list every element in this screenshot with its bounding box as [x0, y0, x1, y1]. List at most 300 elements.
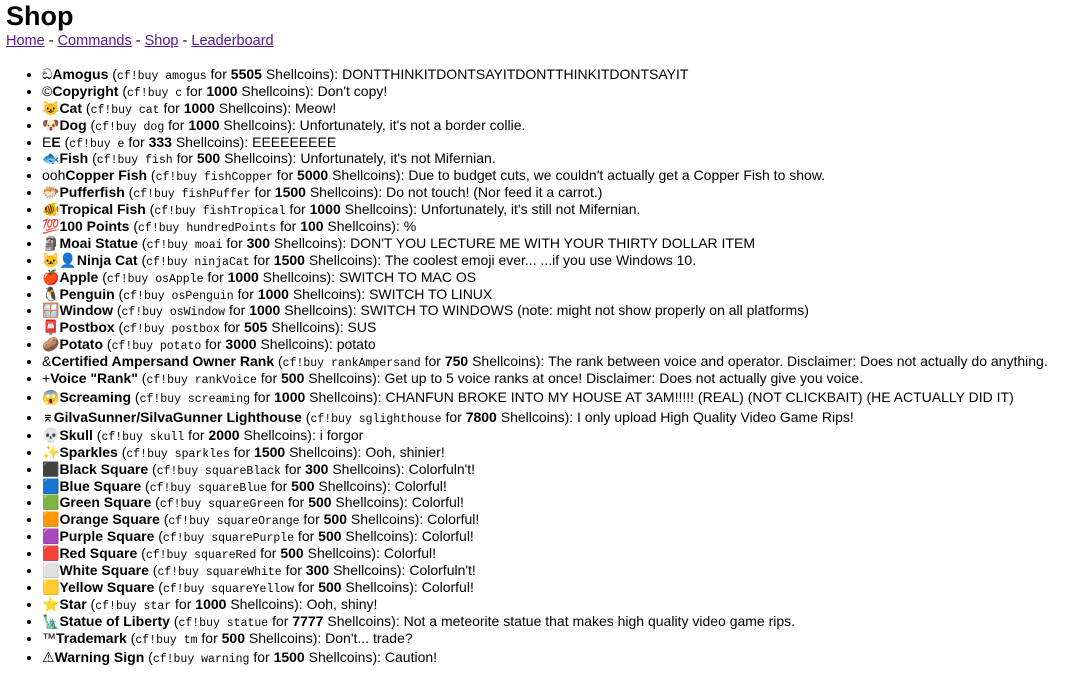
item-price: 100: [300, 218, 324, 235]
item-emoji-icon: ඞ: [42, 66, 53, 82]
item-command: cf!buy fishCopper: [155, 171, 273, 185]
item-emoji-icon: 🟥: [42, 545, 60, 562]
item-emoji-icon: 🐠: [42, 201, 60, 218]
command-open-text: (: [103, 336, 112, 353]
item-price: 500: [221, 629, 245, 646]
command-open-text: (: [117, 443, 127, 460]
for-text: for: [222, 234, 247, 251]
shop-item: [42, 134, 1076, 151]
shop-item: [42, 511, 1076, 528]
item-emoji-icon: 🥔: [42, 336, 60, 353]
item-price: 300: [246, 234, 270, 251]
currency-text: Shellcoins):: [496, 408, 578, 425]
command-open-text: (: [154, 578, 163, 595]
item-name: Certified Ampersand Owner Rank: [51, 353, 275, 370]
item-name: Dog: [59, 116, 87, 133]
currency-text: Shellcoins):: [226, 595, 307, 612]
command-open-text: (: [147, 167, 156, 184]
item-command: cf!buy tm: [135, 633, 198, 647]
shop-item: [42, 336, 1076, 353]
item-emoji-icon: E: [42, 133, 52, 150]
currency-text: Shellcoins):: [305, 184, 387, 201]
item-command: cf!buy rankAmpersand: [282, 357, 421, 371]
page-title: Shop: [6, 1, 74, 31]
command-open-text: (: [114, 285, 124, 302]
item-command: cf!buy postbox: [123, 323, 220, 337]
item-emoji-icon: 🍎: [42, 268, 60, 285]
currency-text: Shellcoins):: [256, 336, 337, 353]
item-price: 333: [148, 133, 172, 150]
shop-item: [42, 184, 1076, 201]
shop-item: [42, 117, 1076, 134]
item-description: Caution!: [384, 648, 438, 665]
item-name: Fish: [59, 150, 89, 167]
command-open-text: (: [141, 477, 150, 494]
command-open-text: (: [137, 370, 147, 387]
currency-text: Shellcoins):: [340, 201, 421, 218]
item-name: Penguin: [59, 285, 115, 302]
shop-item: [42, 613, 1076, 630]
item-name: Apple: [59, 268, 99, 285]
item-name: GilvaSunner/SilvaGunner Lighthouse: [53, 408, 302, 425]
shop-item: [42, 579, 1076, 596]
item-price: 500: [318, 578, 342, 595]
item-command: cf!buy e: [69, 137, 125, 151]
currency-text: Shellcoins):: [323, 218, 404, 235]
item-description: CHANFUN BROKE INTO MY HOUSE AT 3AM!!!!! (REAL) (NOT CLICKBAIT) (HE ACTUALLY DID IT): [385, 388, 1014, 405]
for-text: for: [249, 648, 274, 665]
for-text: for: [197, 629, 222, 646]
nav-link-home[interactable]: Home: [6, 33, 45, 49]
item-price: 1000: [227, 268, 259, 285]
command-open-text: (: [137, 545, 146, 562]
shop-item: [42, 150, 1076, 167]
for-text: for: [219, 319, 244, 336]
item-command: cf!buy potato: [111, 340, 202, 354]
item-description: SUS: [347, 319, 377, 336]
item-price: 300: [305, 460, 329, 477]
item-price: 1000: [195, 595, 227, 612]
item-command: cf!buy fishPuffer: [133, 188, 251, 202]
nav-link-leaderboard[interactable]: Leaderboard: [191, 33, 274, 49]
shop-item: [42, 167, 1076, 184]
for-text: for: [250, 388, 275, 405]
item-name: Purple Square: [59, 528, 155, 545]
currency-text: Shellcoins):: [285, 443, 366, 460]
currency-text: Shellcoins):: [237, 82, 318, 99]
item-price: 2000: [208, 426, 240, 443]
item-emoji-icon: 🐟: [42, 150, 60, 167]
item-command: cf!buy squareWhite: [157, 566, 282, 580]
for-text: for: [256, 370, 282, 387]
item-price: 505: [243, 319, 268, 336]
item-emoji-icon: ⭐: [42, 595, 60, 612]
item-name: Copyright: [52, 82, 119, 99]
item-price: 500: [196, 150, 221, 167]
command-open-text: (: [112, 302, 122, 319]
for-text: for: [285, 201, 310, 218]
nav-link-shop[interactable]: Shop: [144, 33, 179, 49]
command-open-text: (: [118, 82, 127, 99]
currency-text: Shellcoins):: [314, 477, 395, 494]
item-emoji-icon: 😱: [42, 388, 60, 405]
item-name: Postbox: [59, 319, 115, 336]
item-emoji-icon: 🪟: [42, 302, 60, 319]
item-emoji-icon: 🐱‍👤: [42, 251, 77, 268]
item-command: cf!buy fishTropical: [154, 205, 286, 219]
command-open-text: (: [131, 388, 140, 405]
shop-item: [42, 66, 1076, 83]
item-description: Colorfuln't!: [408, 460, 476, 477]
command-open-text: (: [169, 612, 179, 629]
item-price: 3000: [225, 336, 257, 353]
currency-text: Shellcoins):: [341, 528, 422, 545]
item-name: Voice "Rank": [50, 370, 138, 387]
command-open-text: (: [145, 201, 155, 218]
item-emoji-icon: 📮: [42, 319, 60, 336]
item-price: 1000: [206, 82, 238, 99]
item-emoji-icon: ⬛: [42, 460, 60, 477]
currency-text: Shellcoins):: [303, 545, 384, 562]
nav-separator: -: [131, 33, 145, 49]
item-name: Screaming: [59, 388, 132, 405]
for-text: for: [164, 116, 189, 133]
item-command: cf!buy squareGreen: [159, 498, 285, 512]
item-emoji-icon: ✨: [42, 443, 60, 460]
item-description: Colorful!: [427, 511, 480, 528]
item-command: cf!buy squareRed: [145, 549, 257, 563]
item-command: cf!buy sglighthouse: [310, 412, 442, 426]
command-open-text: (: [86, 595, 96, 612]
item-command: cf!buy sparkles: [126, 447, 230, 461]
item-price: 1500: [274, 184, 306, 201]
item-name: Amogus: [52, 66, 109, 82]
item-price: 750: [444, 353, 469, 370]
command-open-text: (: [88, 150, 97, 167]
item-price: 500: [291, 477, 315, 494]
shop-item: [42, 444, 1076, 461]
currency-text: Shellcoins):: [219, 116, 300, 133]
item-description: Ooh, shiny!: [306, 595, 378, 612]
currency-text: Shellcoins):: [214, 99, 296, 116]
item-description: SWITCH TO LINUX: [369, 285, 493, 302]
shop-item: [42, 269, 1076, 286]
for-text: for: [294, 578, 319, 595]
shop-item: [42, 407, 1076, 427]
item-emoji-icon: 🟧: [42, 511, 60, 528]
shop-item: [42, 562, 1076, 579]
shop-item: [42, 545, 1076, 562]
item-description: i forgor: [319, 426, 364, 443]
item-price: 500: [281, 370, 305, 387]
command-open-text: (: [159, 511, 169, 528]
for-text: for: [420, 353, 445, 370]
for-text: for: [203, 268, 228, 285]
currency-text: Shellcoins):: [280, 302, 361, 319]
command-open-text: (: [144, 648, 153, 665]
item-price: 7777: [292, 612, 324, 629]
item-name: Sparkles: [59, 443, 118, 460]
item-name: E: [51, 133, 61, 150]
item-name: Potato: [59, 336, 103, 353]
item-price: 500: [280, 545, 304, 562]
item-command: cf!buy ninjaCat: [146, 255, 250, 269]
item-name: Skull: [59, 426, 93, 443]
item-description: Not a meteorite statue that makes high quality video game rips.: [403, 612, 796, 629]
item-description: Do not touch! (Nor feed it a carrot.): [386, 184, 603, 201]
command-open-text: (: [98, 268, 107, 285]
currency-text: Shellcoins):: [269, 234, 351, 251]
item-command: cf!buy c: [127, 86, 183, 100]
shop-item: [42, 201, 1076, 218]
shop-item: [42, 528, 1076, 545]
for-text: for: [267, 477, 292, 494]
item-description: Don't... trade?: [325, 629, 413, 646]
item-name: Pufferfish: [59, 184, 125, 201]
item-price: 500: [323, 511, 347, 528]
currency-text: Shellcoins):: [328, 167, 409, 184]
shop-item: [42, 319, 1076, 336]
item-price: 1000: [183, 99, 215, 116]
item-command: cf!buy squareOrange: [168, 515, 300, 529]
item-emoji-icon: ⬜: [42, 562, 60, 579]
item-name: Cat: [59, 99, 82, 116]
item-command: cf!buy hundredPoints: [138, 222, 277, 236]
item-name: Warning Sign: [54, 648, 145, 665]
item-description: The coolest emoji ever... ...if you use Windows 10.: [384, 251, 697, 268]
currency-text: Shellcoins):: [468, 353, 549, 370]
item-description: Due to budget cuts, we couldn't actually get a Copper Fish to show.: [408, 167, 826, 184]
item-description: Don't copy!: [317, 82, 388, 99]
item-command: cf!buy statue: [178, 616, 269, 630]
command-open-text: (: [129, 218, 139, 235]
item-emoji-icon: 🗿: [42, 234, 60, 251]
item-description: EEEEEEEEE: [252, 133, 337, 150]
command-open-text: (: [108, 66, 117, 82]
item-emoji-icon: 🟦: [42, 477, 60, 494]
for-text: for: [281, 562, 306, 579]
command-open-text: (: [274, 353, 283, 370]
item-description: The rank between voice and operator. Disclaimer: Does not actually do anything.: [548, 353, 1048, 370]
item-price: 5505: [230, 66, 262, 82]
for-text: for: [225, 302, 250, 319]
item-command: cf!buy moai: [146, 238, 223, 252]
command-open-text: (: [86, 116, 96, 133]
item-command: cf!buy squarePurple: [162, 532, 295, 546]
item-name: Red Square: [59, 545, 138, 562]
item-description: Unfortunately, it's still not Mifernian.: [420, 201, 641, 218]
shop-item: [42, 100, 1076, 117]
item-description: Colorful!: [411, 494, 464, 511]
shop-item: [42, 630, 1076, 647]
for-text: for: [276, 218, 301, 235]
item-description: SWITCH TO MAC OS: [338, 268, 477, 285]
command-open-text: (: [124, 184, 134, 201]
item-price: 300: [305, 562, 330, 579]
shop-item: [42, 286, 1076, 303]
item-command: cf!buy squareBlue: [149, 481, 268, 495]
item-description: DONTTHINKITDONTSAYITDONTTHINKITDONTSAYIT: [342, 66, 689, 82]
currency-text: Shellcoins):: [245, 629, 326, 646]
currency-text: Shellcoins):: [341, 578, 422, 595]
item-emoji-icon: 🟩: [42, 494, 60, 511]
currency-text: Shellcoins):: [288, 285, 370, 302]
item-description: Colorfuln't!: [409, 562, 476, 579]
nav-link-commands[interactable]: Commands: [57, 33, 132, 49]
item-command: cf!buy osWindow: [121, 306, 226, 320]
shop-item: [42, 478, 1076, 495]
item-emoji-icon: 😺: [42, 99, 60, 116]
command-open-text: (: [60, 133, 70, 150]
item-description: Unfortunately, it's not a border collie.: [299, 116, 526, 133]
item-name: Star: [59, 595, 87, 612]
currency-text: Shellcoins):: [305, 388, 386, 405]
item-command: cf!buy warning: [152, 652, 250, 666]
currency-text: Shellcoins):: [328, 460, 409, 477]
item-price: 1000: [257, 285, 289, 302]
for-text: for: [250, 184, 275, 201]
shop-item: [42, 427, 1076, 444]
command-open-text: (: [126, 629, 136, 646]
item-name: Blue Square: [59, 477, 142, 494]
item-emoji-icon: ⚠: [42, 648, 55, 665]
for-text: for: [280, 460, 306, 477]
currency-text: Shellcoins):: [171, 133, 253, 150]
currency-text: Shellcoins):: [239, 426, 320, 443]
currency-text: Shellcoins):: [258, 268, 339, 285]
item-name: Statue of Liberty: [59, 612, 170, 629]
item-price: 1000: [188, 116, 220, 133]
shop-item: [42, 387, 1076, 407]
item-command: cf!buy squareBlack: [156, 464, 281, 478]
item-command: cf!buy dog: [95, 120, 165, 134]
item-emoji-icon: 💀: [42, 426, 60, 443]
nav-separator: -: [178, 33, 192, 49]
command-open-text: (: [82, 99, 91, 116]
for-text: for: [206, 66, 231, 82]
nav-separator: -: [44, 33, 58, 49]
item-command: cf!buy cat: [90, 103, 160, 117]
for-text: for: [172, 150, 197, 167]
for-text: for: [229, 443, 255, 460]
item-emoji-icon: 🟪: [42, 528, 60, 545]
item-price: 1500: [273, 648, 305, 665]
shop-item: [42, 353, 1076, 370]
item-price: 1500: [254, 443, 286, 460]
currency-text: Shellcoins):: [346, 511, 428, 528]
item-name: Black Square: [59, 460, 149, 477]
currency-text: Shellcoins):: [323, 612, 404, 629]
item-description: I only upload High Quality Video Game Rips!: [577, 408, 854, 425]
item-command: cf!buy squareYellow: [162, 582, 295, 596]
for-text: for: [124, 133, 149, 150]
item-emoji-icon: +: [42, 370, 51, 387]
shop-item: [42, 83, 1076, 100]
currency-text: Shellcoins):: [261, 66, 343, 82]
currency-text: Shellcoins):: [220, 150, 301, 167]
for-text: for: [233, 285, 258, 302]
for-text: for: [284, 494, 309, 511]
for-text: for: [182, 82, 207, 99]
for-text: for: [256, 545, 281, 562]
item-emoji-icon: 🟨: [42, 578, 60, 595]
item-description: Ooh, shinier!: [365, 443, 445, 460]
currency-text: Shellcoins):: [267, 319, 348, 336]
item-price: 500: [318, 528, 342, 545]
item-name: Ninja Cat: [76, 251, 138, 268]
item-name: 100 Points: [59, 218, 130, 235]
item-command: cf!buy star: [95, 599, 172, 613]
for-text: for: [171, 595, 196, 612]
shop-item: [42, 302, 1076, 319]
shop-item: [42, 235, 1076, 252]
item-emoji-icon: 🗽: [42, 612, 60, 629]
item-emoji-icon: ooh: [42, 167, 66, 184]
item-description: Colorful!: [421, 578, 474, 595]
item-emoji-icon: &: [42, 353, 52, 370]
item-description: %: [403, 218, 417, 235]
item-name: Copper Fish: [65, 167, 148, 184]
item-description: Colorful!: [383, 545, 437, 562]
item-name: Window: [59, 302, 113, 319]
command-open-text: (: [137, 251, 147, 268]
shop-item: [42, 370, 1076, 387]
shop-item: [42, 647, 1076, 667]
item-description: potato: [336, 336, 376, 353]
command-open-text: (: [301, 408, 311, 425]
item-description: Colorful!: [421, 528, 474, 545]
item-description: Meow!: [295, 99, 337, 116]
for-text: for: [159, 99, 184, 116]
currency-text: Shellcoins):: [329, 562, 410, 579]
for-text: for: [299, 511, 324, 528]
item-price: 5000: [297, 167, 329, 184]
shop-item: [42, 218, 1076, 235]
command-open-text: (: [148, 460, 157, 477]
item-description: Colorful!: [394, 477, 447, 494]
item-name: Moai Statue: [59, 234, 139, 251]
currency-text: Shellcoins):: [304, 648, 385, 665]
item-price: 7800: [465, 408, 497, 425]
for-text: for: [272, 167, 298, 184]
item-name: Orange Square: [59, 511, 160, 528]
item-command: cf!buy osApple: [106, 272, 204, 286]
item-emoji-icon: ©: [42, 82, 53, 99]
command-open-text: (: [114, 319, 124, 336]
item-price: 1000: [274, 388, 306, 405]
for-text: for: [268, 612, 293, 629]
for-text: for: [184, 426, 209, 443]
item-description: DON'T YOU LECTURE ME WITH YOUR THIRTY DOLLAR ITEM: [350, 234, 755, 251]
item-emoji-icon: 💯: [42, 218, 60, 235]
command-open-text: (: [151, 494, 160, 511]
shop-item: [42, 596, 1076, 613]
item-description: SWITCH TO WINDOWS (note: might not show properly on all platforms): [360, 302, 809, 319]
shop-item-list: [6, 66, 1076, 667]
item-price: 1000: [249, 302, 281, 319]
currency-text: Shellcoins):: [304, 370, 385, 387]
item-emoji-icon: 🐡: [42, 184, 60, 201]
currency-text: Shellcoins):: [331, 494, 412, 511]
item-emoji-icon: 🐧: [42, 285, 60, 302]
item-price: 1000: [309, 201, 341, 218]
currency-text: Shellcoins):: [304, 251, 385, 268]
item-name: Tropical Fish: [59, 201, 146, 218]
item-command: cf!buy screaming: [139, 392, 251, 406]
item-name: Green Square: [59, 494, 152, 511]
item-description: Unfortunately, it's not Mifernian.: [300, 150, 496, 167]
item-name: Yellow Square: [59, 578, 155, 595]
